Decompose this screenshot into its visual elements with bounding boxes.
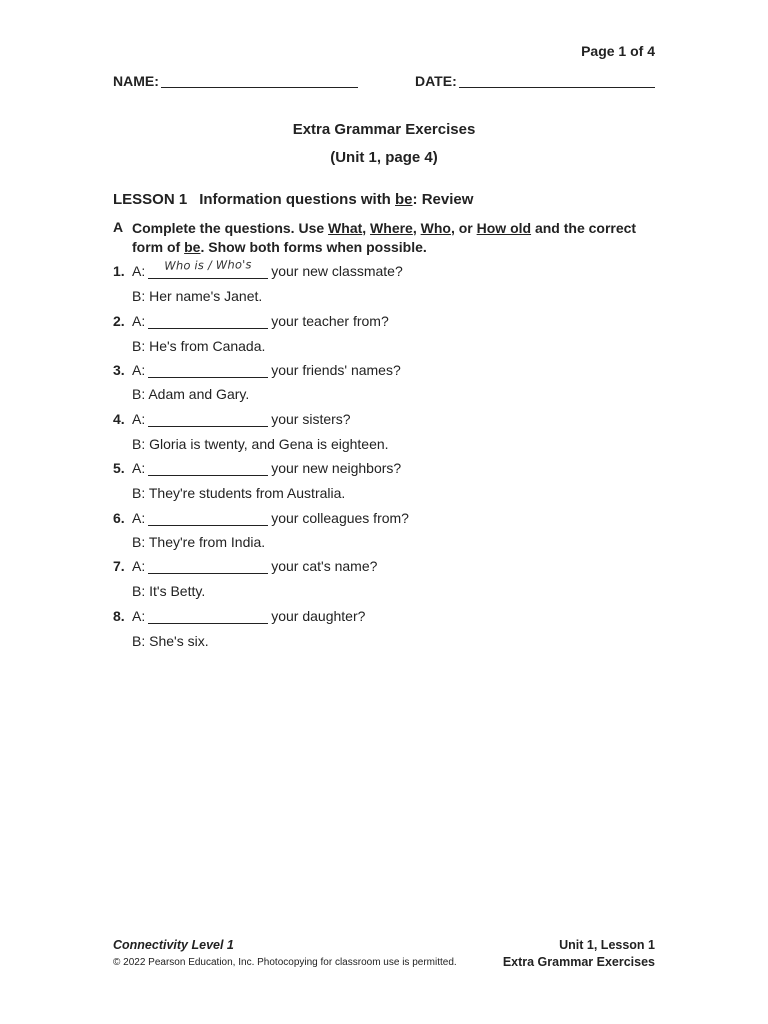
instr-text: and the correct form of bbox=[132, 220, 637, 255]
item-number: 6. bbox=[113, 510, 125, 526]
handwritten-answer bbox=[148, 405, 268, 407]
exercise-instructions bbox=[132, 219, 652, 257]
lesson-title-part: : Review bbox=[412, 191, 474, 208]
lesson-heading bbox=[113, 191, 473, 208]
lesson-number: LESSON 1 bbox=[113, 191, 188, 208]
question-text: your friends' names? bbox=[271, 362, 401, 378]
item-question bbox=[132, 362, 401, 378]
date-label: DATE: bbox=[415, 73, 457, 89]
handwritten-answer bbox=[148, 552, 268, 554]
footer-copyright: © 2022 Pearson Education, Inc. Photocopying for classroom use is permitted. bbox=[113, 957, 457, 968]
instr-keyword: Where bbox=[370, 220, 413, 236]
instr-keyword: What bbox=[328, 220, 363, 236]
speaker-a-label: A: bbox=[132, 263, 146, 279]
footer-series-title: Connectivity Level 1 bbox=[113, 938, 234, 952]
item-response: B: Her name's Janet. bbox=[132, 288, 263, 304]
speaker-a-label: A: bbox=[132, 460, 146, 476]
page-subtitle: (Unit 1, page 4) bbox=[330, 149, 438, 166]
item-number: 3. bbox=[113, 362, 125, 378]
answer-blank[interactable] bbox=[148, 411, 268, 427]
date-field[interactable] bbox=[459, 73, 655, 88]
item-number: 7. bbox=[113, 558, 125, 574]
item-number: 8. bbox=[113, 608, 125, 624]
item-number: 1. bbox=[113, 263, 125, 279]
item-number: 5. bbox=[113, 460, 125, 476]
lesson-title-part: Information questions with bbox=[199, 191, 396, 208]
speaker-a-label: A: bbox=[132, 608, 146, 624]
question-text: your cat's name? bbox=[271, 558, 378, 574]
instr-text: , or bbox=[450, 220, 477, 236]
answer-blank[interactable] bbox=[148, 362, 268, 378]
answer-blank[interactable] bbox=[148, 558, 268, 574]
item-response: B: It's Betty. bbox=[132, 583, 206, 599]
instr-keyword: Who bbox=[420, 220, 451, 236]
question-text: your new classmate? bbox=[271, 263, 403, 279]
lesson-title-underlined: be bbox=[395, 191, 413, 208]
instr-keyword: How old bbox=[476, 220, 532, 236]
question-text: your colleagues from? bbox=[271, 510, 409, 526]
handwritten-answer bbox=[148, 307, 268, 309]
speaker-a-label: A: bbox=[132, 558, 146, 574]
item-question bbox=[132, 411, 351, 427]
answer-blank[interactable] bbox=[148, 257, 268, 279]
item-question bbox=[132, 460, 401, 476]
handwritten-answer bbox=[148, 454, 268, 456]
instr-text: . Show both forms when possible. bbox=[200, 239, 427, 255]
page-title: Extra Grammar Exercises bbox=[292, 121, 476, 138]
item-question bbox=[132, 558, 377, 574]
name-field[interactable] bbox=[161, 73, 358, 88]
answer-blank[interactable] bbox=[148, 313, 268, 329]
instr-text: Complete the questions. Use bbox=[132, 220, 329, 236]
question-text: your daughter? bbox=[271, 608, 366, 624]
handwritten-answer: Who is / Who's bbox=[164, 257, 253, 273]
instr-keyword: be bbox=[184, 239, 201, 255]
handwritten-answer bbox=[148, 602, 268, 604]
exercise-letter: A bbox=[113, 219, 124, 235]
item-response: B: She's six. bbox=[132, 633, 209, 649]
footer-unit-lesson: Unit 1, Lesson 1 bbox=[559, 938, 655, 952]
answer-blank[interactable] bbox=[148, 510, 268, 526]
answer-blank[interactable] bbox=[148, 608, 268, 624]
instr-text: , bbox=[362, 220, 371, 236]
handwritten-answer bbox=[148, 356, 268, 358]
name-label: NAME: bbox=[113, 73, 159, 89]
instr-text: , bbox=[412, 220, 421, 236]
question-text: your new neighbors? bbox=[271, 460, 402, 476]
speaker-a-label: A: bbox=[132, 362, 146, 378]
item-response: B: Gloria is twenty, and Gena is eighteen. bbox=[132, 436, 389, 452]
item-number: 4. bbox=[113, 411, 125, 427]
item-response: B: They're from India. bbox=[132, 534, 266, 550]
item-number: 2. bbox=[113, 313, 125, 329]
item-question bbox=[132, 313, 389, 329]
speaker-a-label: A: bbox=[132, 411, 146, 427]
speaker-a-label: A: bbox=[132, 313, 146, 329]
item-question bbox=[132, 510, 409, 526]
item-response: B: They're students from Australia. bbox=[132, 485, 346, 501]
speaker-a-label: A: bbox=[132, 510, 146, 526]
item-question bbox=[132, 257, 403, 279]
question-text: your teacher from? bbox=[271, 313, 389, 329]
footer-section-title: Extra Grammar Exercises bbox=[502, 955, 655, 969]
answer-blank[interactable] bbox=[148, 460, 268, 476]
item-response: B: He's from Canada. bbox=[132, 338, 266, 354]
item-question bbox=[132, 608, 365, 624]
item-response: B: Adam and Gary. bbox=[132, 386, 250, 402]
handwritten-answer bbox=[148, 504, 268, 506]
page-number: Page 1 of 4 bbox=[581, 43, 655, 59]
question-text: your sisters? bbox=[271, 411, 351, 427]
